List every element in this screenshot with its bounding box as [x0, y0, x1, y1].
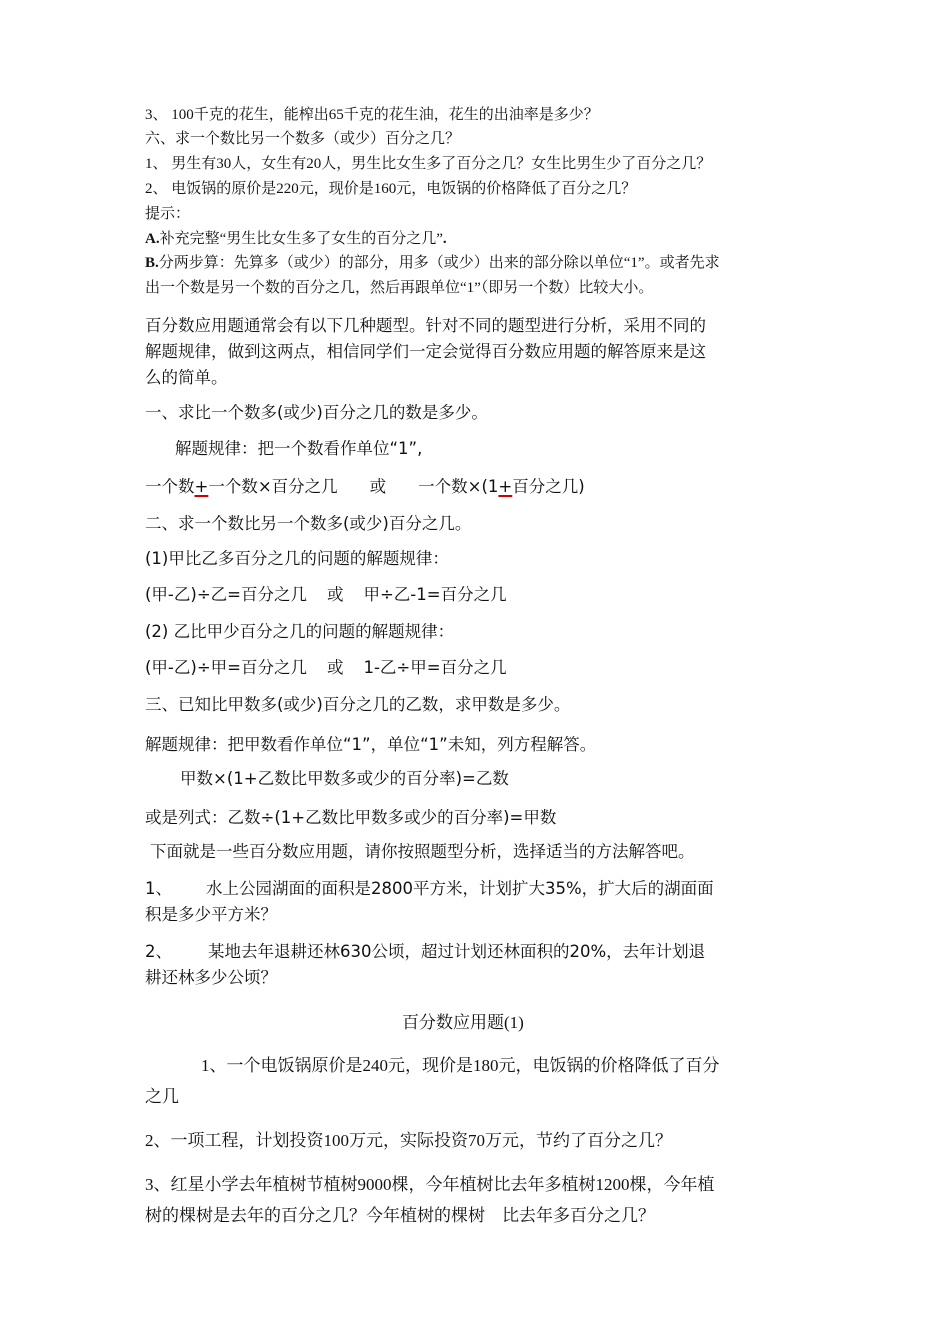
section2-q1-line-2: 之几 [145, 1087, 179, 1106]
practice-2-line-2: 耕还林多少公顷？ [145, 968, 277, 987]
practice-text: 水上公园湖面的面积是2800平方米，计划扩大35%，扩大后的湖面面 [206, 879, 714, 898]
plus-sign: + [498, 477, 513, 496]
formula-term: 一个数×(1 [418, 477, 499, 496]
type2-title: 二、求一个数比另一个数多(或少)百分之几。 [145, 514, 472, 533]
or-word: 或 [326, 585, 344, 604]
type2-formula-2 [145, 654, 507, 678]
formula-term: (甲-乙)÷乙=百分之几 [145, 585, 307, 604]
hint-a [145, 227, 447, 248]
question-2: 2、 电饭锅的原价是220元，现价是160元，电饭锅的价格降低了百分之几？ [145, 181, 637, 197]
section2-title: 百分数应用题(1) [402, 1013, 524, 1032]
intro-line-3: 么的简单。 [145, 368, 228, 387]
plus-sign: + [194, 477, 209, 496]
section-6-title: 六、求一个数比另一个数多（或少）百分之几？ [145, 131, 461, 147]
formula-term: 1-乙÷甲=百分之几 [363, 658, 507, 677]
type3-rule: 解题规律：把甲数看作单位“1”，单位“1”未知，列方程解答。 [145, 735, 597, 754]
hint-b-text-1: 分两步算：先算多（或少）的部分，用多（或少）出来的部分除以单位“1”。或者先求 [158, 255, 720, 271]
section2-q2: 2、一项工程，计划投资100万元，实际投资70万元，节约了百分之几？ [145, 1131, 672, 1150]
section2-q1-line-1: 1、一个电饭锅原价是240元，现价是180元，电饭锅的价格降低了百分 [201, 1056, 720, 1075]
question-1: 1、 男生有30人，女生有20人，男生比女生多了百分之几？女生比男生少了百分之几？ [145, 156, 712, 172]
type3-title: 三、已知比甲数多(或少)百分之几的乙数，求甲数是多少。 [145, 695, 571, 714]
practice-intro: 下面就是一些百分数应用题，请你按照题型分析，选择适当的方法解答吧。 [150, 842, 695, 861]
type3-formula-1: 甲数×(1+乙数比甲数多或少的百分率)=乙数 [180, 769, 509, 788]
practice-1-line-1 [145, 875, 714, 899]
type1-title: 一、求比一个数多(或少)百分之几的数是多少。 [145, 403, 488, 422]
practice-number: 1、 [145, 879, 172, 898]
type2-sub2: (2) 乙比甲少百分之几的问题的解题规律： [145, 622, 455, 641]
formula-term: 一个数×百分之几 [208, 477, 338, 496]
practice-text: 某地去年退耕还林630公顷，超过计划还林面积的20%，去年计划退 [208, 942, 706, 961]
type3-formula-2: 或是列式：乙数÷(1+乙数比甲数多或少的百分率)=甲数 [145, 808, 557, 827]
hint-b [145, 251, 720, 272]
type1-formula [145, 473, 585, 497]
practice-2-line-1 [145, 938, 705, 962]
hint-label: 提示： [145, 206, 191, 222]
hint-b-text-2: 出一个数是另一个数的百分之几，然后再跟单位“1”（即另一个数）比较大小。 [145, 280, 654, 296]
intro-line-2: 解题规律，做到这两点，相信同学们一定会觉得百分数应用题的解答原来是这 [145, 342, 706, 361]
type2-formula-1 [145, 581, 507, 605]
hint-a-text: 补充完整“男生比女生多了女生的百分之几” [159, 231, 443, 247]
formula-term: (甲-乙)÷甲=百分之几 [145, 658, 307, 677]
practice-1-line-2: 积是多少平方米？ [145, 905, 277, 924]
formula-term: 百分之几) [512, 477, 585, 496]
formula-term: 一个数 [145, 477, 195, 496]
type2-sub1: (1)甲比乙多百分之几的问题的解题规律： [145, 549, 449, 568]
question-3: 3、 100千克的花生，能榨出65千克的花生油，花生的出油率是多少？ [145, 107, 599, 123]
type1-rule: 解题规律：把一个数看作单位“1”, [175, 439, 423, 458]
intro-line-1: 百分数应用题通常会有以下几种题型。针对不同的题型进行分析，采用不同的 [145, 316, 706, 335]
section2-q3-line-2: 树的棵树是去年的百分之几？今年植树的棵树 比去年多百分之几？ [145, 1206, 655, 1225]
or-word: 或 [326, 658, 344, 677]
hint-b-label: B. [145, 255, 159, 271]
formula-term: 甲÷乙-1=百分之几 [363, 585, 507, 604]
hint-a-label: A. [145, 231, 160, 247]
hint-a-end: . [442, 231, 447, 247]
practice-number: 2、 [145, 942, 172, 961]
section2-q3-line-1: 3、红星小学去年植树节植树9000棵，今年植树比去年多植树1200棵，今年植 [145, 1175, 715, 1194]
or-word: 或 [369, 477, 387, 496]
